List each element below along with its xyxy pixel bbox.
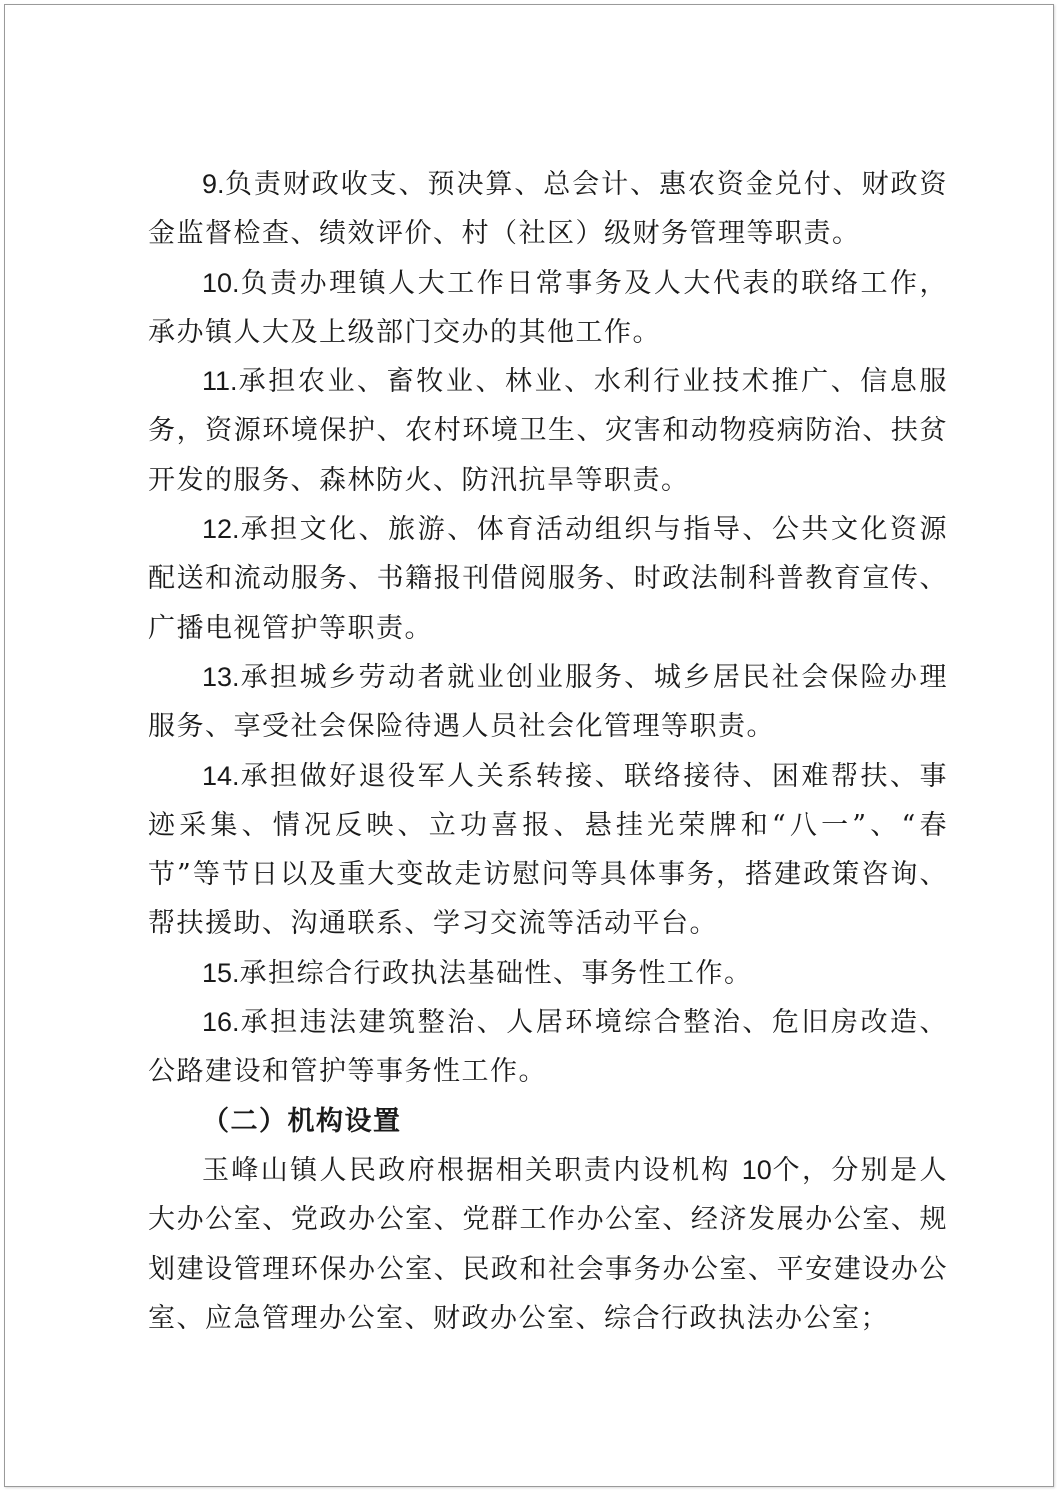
duty-item-13 [148, 653, 948, 752]
duty-item-11 [148, 357, 948, 505]
duty-item-12 [148, 505, 948, 653]
institution-paragraph [148, 1146, 948, 1343]
item-number: 13. [202, 661, 240, 692]
duty-item-16 [148, 998, 948, 1097]
duty-item-9 [148, 160, 948, 259]
item-number: 14. [202, 760, 240, 791]
paragraph-tail: 个，分别是人大办公室、党政办公室、党群工作办公室、经济发展办公室、规划建设管理环保办公室、民政和社会事务办公室、平安建设办公室、应急管理办公室、财政办公室、综合行政执法办公室； [148, 1154, 949, 1334]
item-number: 9. [202, 169, 225, 199]
item-text: 承担文化、旅游、体育活动组织与指导、公共文化资源配送和流动服务、书籍报刊借阅服务、时政法制科普教育宣传、广播电视管护等职责。 [148, 514, 948, 644]
duty-item-14 [148, 752, 948, 949]
item-text: 承担农业、畜牧业、林业、水利行业技术推广、信息服务，资源环境保护、农村环境卫生、灾害和动物疫病防治、扶贫开发的服务、森林防火、防汛抗旱等职责。 [148, 366, 948, 496]
duty-item-10 [148, 259, 948, 358]
item-number: 10. [202, 267, 240, 298]
duty-item-15 [148, 949, 948, 998]
item-text: 承担城乡劳动者就业创业服务、城乡居民社会保险办理服务、享受社会保险待遇人员社会化管理等职责。 [148, 661, 948, 743]
item-number: 15. [202, 957, 240, 988]
document-body [148, 160, 948, 1343]
section-heading: （二）机构设置 [202, 1105, 402, 1137]
item-text: 承担做好退役军人关系转接、联络接待、困难帮扶、事迹采集、情况反映、立功喜报、悬挂光荣牌和“八一”、“春节”等节日以及重大变故走访慰问等具体事务，搭建政策咨询、帮扶援助、沟通联系、学习交流等活动平台。 [148, 760, 948, 940]
item-text: 负责财政收支、预决算、总会计、惠农资金兑付、财政资金监督检查、绩效评价、村（社区）级财务管理等职责。 [148, 169, 948, 250]
item-text: 负责办理镇人大工作日常事务及人大代表的联络工作，承办镇人大及上级部门交办的其他工作。 [148, 267, 948, 348]
item-text: 承担违法建筑整治、人居环境综合整治、危旧房改造、公路建设和管护等事务性工作。 [148, 1007, 948, 1088]
paragraph-lead: 玉峰山镇人民政府根据相关职责内设机构 [202, 1154, 731, 1186]
office-count: 10 [741, 1154, 772, 1185]
item-number: 12. [202, 514, 240, 545]
item-number: 16. [202, 1007, 240, 1038]
item-text: 承担综合行政执法基础性、事务性工作。 [239, 957, 753, 989]
item-number: 11. [202, 366, 238, 397]
